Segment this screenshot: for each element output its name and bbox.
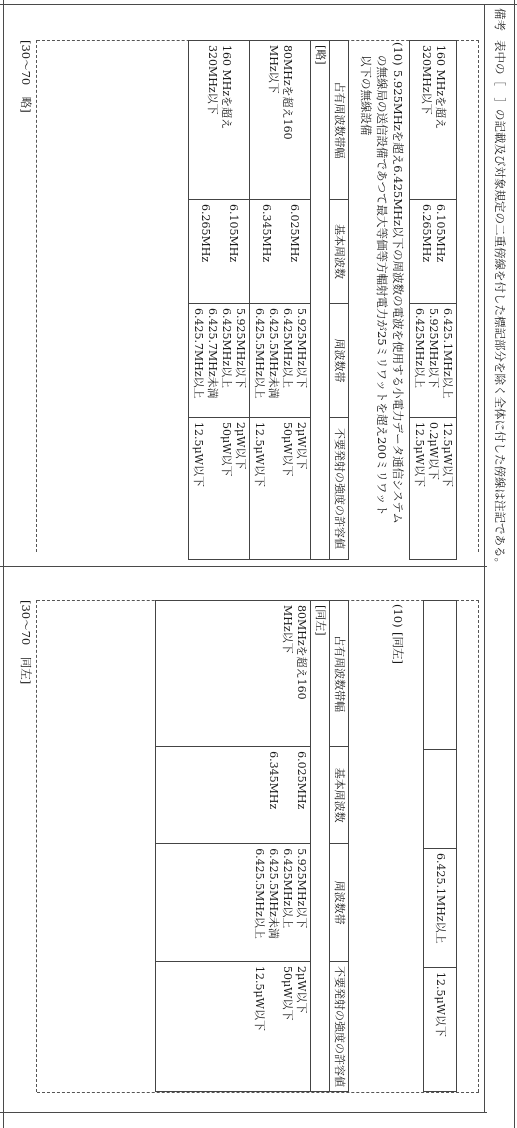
old-row-1 — [250, 41, 311, 560]
old-row2-band: 160 MHzを超え — [220, 45, 233, 130]
old-row1-range-4: 6.425.5MHz以上 — [253, 308, 266, 399]
new-row1-limit-cell — [156, 962, 311, 1092]
old-top-limit-2: 0.2μW以下 — [427, 422, 440, 480]
old-dashed-top — [478, 40, 479, 552]
old-row2-freq: 6.105MHz — [227, 204, 240, 263]
new-header-freq: 基本周波数 — [330, 747, 349, 844]
new-row1-range-cell — [156, 844, 311, 962]
old-main-table — [188, 40, 349, 560]
new-dashed-right — [37, 1092, 479, 1093]
old-footer-note: [30〜70 略] — [19, 40, 33, 113]
remarks-divider-line — [0, 1112, 487, 1113]
old-item-text-1: 5.925MHzを超え6.425MHz以下の周波数の電波を使用する小電力データ通信システム — [391, 70, 405, 524]
new-row-1 — [156, 601, 311, 1092]
old-row2-limit-2: 50μW以下 — [220, 422, 233, 477]
old-top-band-cell — [410, 41, 457, 200]
old-top-limit-3: 12.5μW以下 — [413, 422, 426, 487]
new-top-limit: 12.5μW以下 — [434, 972, 447, 1037]
old-item-text-2: の無線局の送信設備であつて最大等価等方輻射電力が25ミリワットを超え200ミリワット — [375, 55, 389, 516]
old-header-row — [330, 41, 349, 560]
new-bracket-note: [同左] — [311, 601, 330, 1092]
new-top-range: 6.425.1MHz以上 — [434, 853, 447, 944]
old-row1-limit-1: 2μW以下 — [295, 422, 308, 470]
bottom-rule — [3, 0, 4, 1128]
new-dashed-top — [478, 600, 479, 1092]
old-row1-freq-cell — [250, 200, 311, 304]
old-row2-band2: 320MHz以下 — [206, 45, 219, 115]
new-row1-limit-2: 50μW以下 — [281, 966, 294, 1021]
old-row1-freq2: 6.345MHz — [260, 204, 273, 263]
old-top-range-1: 6.425.1MHz以上 — [441, 308, 454, 399]
new-header-range: 周波数帯 — [330, 844, 349, 962]
old-new-separator — [0, 566, 487, 567]
old-top-table — [409, 40, 457, 560]
top-rule — [514, 0, 515, 1128]
new-dashed-bottom — [36, 600, 37, 1092]
old-row2-freq-cell — [189, 200, 250, 304]
old-row1-limit-3: 12.5μW以下 — [253, 422, 266, 487]
old-row1-range-3: 6.425.5MHz未満 — [267, 308, 280, 399]
old-row2-limit-cell — [189, 418, 250, 560]
old-item-text-3: 以下の無線設備 — [359, 55, 373, 136]
new-row1-band2: MHz以下 — [281, 605, 294, 654]
old-row1-range-cell — [250, 304, 311, 418]
old-row1-band-cell — [250, 41, 311, 200]
old-top-freq-cell — [410, 200, 457, 304]
old-item-number: (10) — [391, 42, 405, 66]
old-row2-range-4: 6.425.7MHz以上 — [192, 308, 205, 399]
new-row1-limit-3: 12.5μW以下 — [253, 966, 266, 1031]
old-header-limit: 不要発射の強度の許容値 — [330, 418, 349, 560]
new-row1-freq: 6.025MHz — [295, 751, 308, 810]
old-row-2 — [189, 41, 250, 560]
old-bracket-note: [略] — [311, 41, 330, 560]
old-top-range-cell — [410, 304, 457, 418]
old-row1-band2: MHz以下 — [267, 45, 280, 94]
old-row1-range-2: 6.425MHz以上 — [281, 308, 294, 389]
old-row2-range-2: 6.425MHz以上 — [220, 308, 233, 389]
new-row1-range-4: 6.425.5MHz以上 — [253, 848, 266, 939]
new-top-empty-1 — [424, 601, 457, 750]
left-frame-line — [0, 4, 517, 5]
new-row1-freq-cell — [156, 747, 311, 844]
old-row2-freq2: 6.265MHz — [199, 204, 212, 263]
remarks-label: 備考 — [493, 8, 507, 31]
old-row1-freq: 6.025MHz — [288, 204, 301, 263]
old-row1-range-1: 5.925MHz以下 — [295, 308, 308, 389]
new-row1-band: 80MHzを超え160 — [295, 605, 308, 700]
remarks-text: 表中の［ ］の記載及び対象規定の二重傍線を付した標記部分を除く全体に付した傍線は注記である。 — [493, 40, 507, 569]
old-top-band: 160 MHzを超え — [434, 45, 447, 130]
old-top-freq2: 6.265MHz — [420, 204, 433, 263]
new-row1-band-cell — [156, 601, 311, 747]
old-row2-limit-3: 12.5μW以下 — [192, 422, 205, 487]
old-row1-band: 80MHzを超え160 — [281, 45, 294, 140]
old-header-band: 占有周波数帯幅 — [330, 41, 349, 200]
column-divider-line — [484, 4, 485, 1112]
new-header-row — [330, 601, 349, 1092]
new-top-limit-cell — [424, 968, 457, 1092]
old-header-freq: 基本周波数 — [330, 200, 349, 304]
old-row2-band-cell — [189, 41, 250, 200]
old-row2-limit-1: 2μW以下 — [234, 422, 247, 470]
old-row2-range-1: 5.925MHz以下 — [234, 308, 247, 389]
old-top-range-2: 5.925MHz以下 — [427, 308, 440, 389]
old-top-band2: 320MHz以下 — [420, 45, 433, 115]
old-top-range-3: 6.425MHz以上 — [413, 308, 426, 389]
old-dashed-bottom — [36, 40, 37, 552]
new-top-range-cell — [424, 849, 457, 968]
new-top-table — [423, 600, 457, 1092]
new-row1-range-1: 5.925MHz以下 — [295, 848, 308, 929]
old-row2-range-cell — [189, 304, 250, 418]
old-row1-limit-2: 50μW以下 — [281, 422, 294, 477]
new-row1-range-2: 6.425MHz以上 — [281, 848, 294, 929]
new-header-limit: 不要発射の強度の許容値 — [330, 962, 349, 1092]
old-top-limit-cell — [410, 418, 457, 560]
new-row1-limit-1: 2μW以下 — [295, 966, 308, 1014]
new-main-table — [155, 600, 349, 1092]
old-row1-limit-cell — [250, 418, 311, 560]
new-header-band: 占有周波数帯幅 — [330, 601, 349, 747]
old-row2-range-3: 6.425.7MHz未満 — [206, 308, 219, 399]
new-row1-range-3: 6.425.5MHz未満 — [267, 848, 280, 939]
old-top-freq: 6.105MHz — [434, 204, 447, 263]
new-footer-note: [30〜70 同左] — [19, 600, 33, 685]
new-top-empty-2 — [424, 750, 457, 849]
new-item-text: [同左] — [391, 632, 405, 664]
old-header-range: 周波数帯 — [330, 304, 349, 418]
new-row1-freq2: 6.345MHz — [267, 751, 280, 810]
new-item-number: (10) — [391, 604, 405, 628]
old-top-limit-1: 12.5μW以下 — [441, 422, 454, 487]
